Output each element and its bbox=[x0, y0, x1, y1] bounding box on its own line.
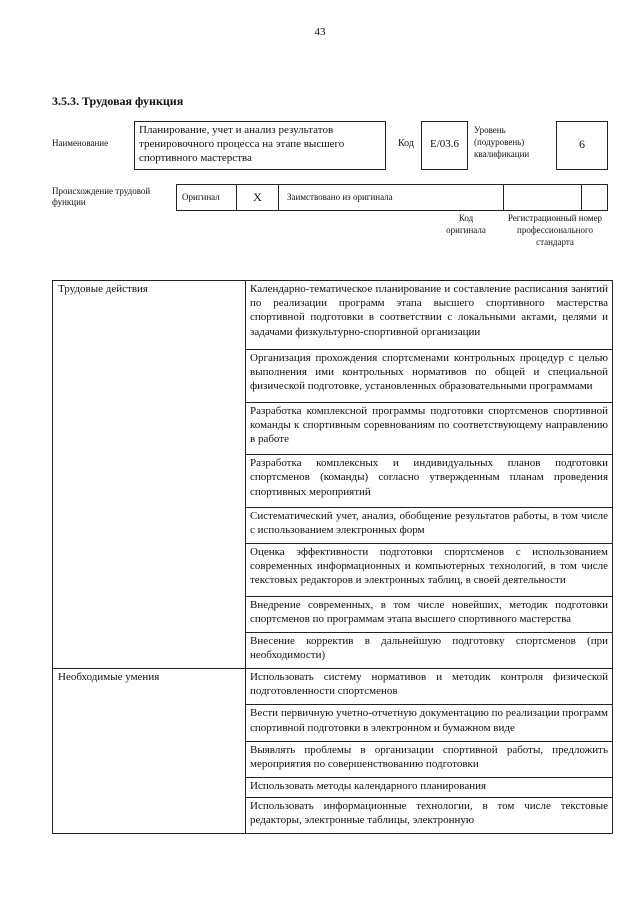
skills-item: Выявлять проблемы в организации спортивной работы, предложить мероприятия по совершенствованию подготовки bbox=[246, 741, 613, 777]
name-label: Наименование bbox=[52, 138, 109, 148]
labor-actions-item: Разработка комплексной программы подготовки спортсменов спортивной команды к спортивным соревнованиям по соответствующему направлению в работе bbox=[246, 402, 613, 455]
skills-item: Использовать информационные технологии, в том числе текстовые редакторы, электронные таблицы, электронную bbox=[246, 797, 613, 833]
code-label: Код bbox=[398, 138, 414, 149]
borrowed-label: Заимствовано из оригинала bbox=[279, 185, 504, 210]
qualification-level-label-text: Уровень (подуровень) квалификации bbox=[474, 125, 530, 159]
code-original-caption: Код оригинала bbox=[446, 213, 486, 235]
qualification-level-value: 6 bbox=[556, 121, 608, 170]
origin-row bbox=[176, 184, 608, 211]
labor-actions-label: Трудовые действия bbox=[53, 281, 246, 669]
qualification-level-label bbox=[474, 124, 544, 160]
origin-label bbox=[52, 186, 174, 208]
labor-actions-item: Внедрение современных, в том числе новейших, методик подготовки спортсменов по программам этапа высшего спортивного мастерства bbox=[246, 596, 613, 632]
original-label: Оригинал bbox=[177, 185, 237, 210]
skills-item: Использовать методы календарного планирования bbox=[246, 777, 613, 797]
page-number: 43 bbox=[314, 26, 326, 38]
code-original-cell bbox=[504, 185, 582, 210]
labor-actions-item: Внесение корректив в дальнейшую подготовку спортсменов (при необходимости) bbox=[246, 632, 613, 668]
labor-actions-item: Организация прохождения спортсменами контрольных процедур с целью выполнения ими контрольных нормативов по общей и специальной физической подготовке, установленных образовательными программами bbox=[246, 350, 613, 403]
skills-item: Использовать систему нормативов и методик контроля физической подготовленности спортсменов bbox=[246, 669, 613, 705]
function-details-table bbox=[52, 280, 613, 834]
code-value: E/03.6 bbox=[421, 121, 468, 170]
labor-actions-item: Календарно-тематическое планирование и составление расписания занятий по реализации программ этапа высшего спортивного мастерства спортивной подготовки в соответствии с локальными актами, целями и задачами физкультурно-спортивной организации bbox=[246, 281, 613, 350]
section-title: 3.5.3. Трудовая функция bbox=[52, 94, 184, 108]
registration-number-caption: Регистрационный номер профессионального стандарта bbox=[507, 213, 603, 247]
skills-label: Необходимые умения bbox=[53, 669, 246, 834]
skills-item: Вести первичную учетно-отчетную документацию по реализации программ спортивной подготовки в электронном и бумажном виде bbox=[246, 705, 613, 741]
original-mark: X bbox=[237, 185, 279, 210]
origin-label-text: Происхождение трудовой функции bbox=[52, 186, 151, 207]
labor-actions-item: Оценка эффективности подготовки спортсменов с использованием современных информационных и компьютерных технологий, в том числе текстовых редакторов и электронных таблиц, в своей деятельности bbox=[246, 544, 613, 597]
table-row bbox=[53, 669, 613, 705]
table-row bbox=[53, 281, 613, 350]
function-name-value: Планирование, учет и анализ результатов тренировочного процесса на этапе высшего спортивного мастерства bbox=[134, 121, 386, 170]
labor-actions-item: Систематический учет, анализ, обобщение результатов работы, в том числе с использованием электронных форм bbox=[246, 507, 613, 543]
labor-actions-item: Разработка комплексных и индивидуальных планов подготовки спортсменов (команды) согласно утвержденным планам проведения спортивных мероприятий bbox=[246, 455, 613, 508]
